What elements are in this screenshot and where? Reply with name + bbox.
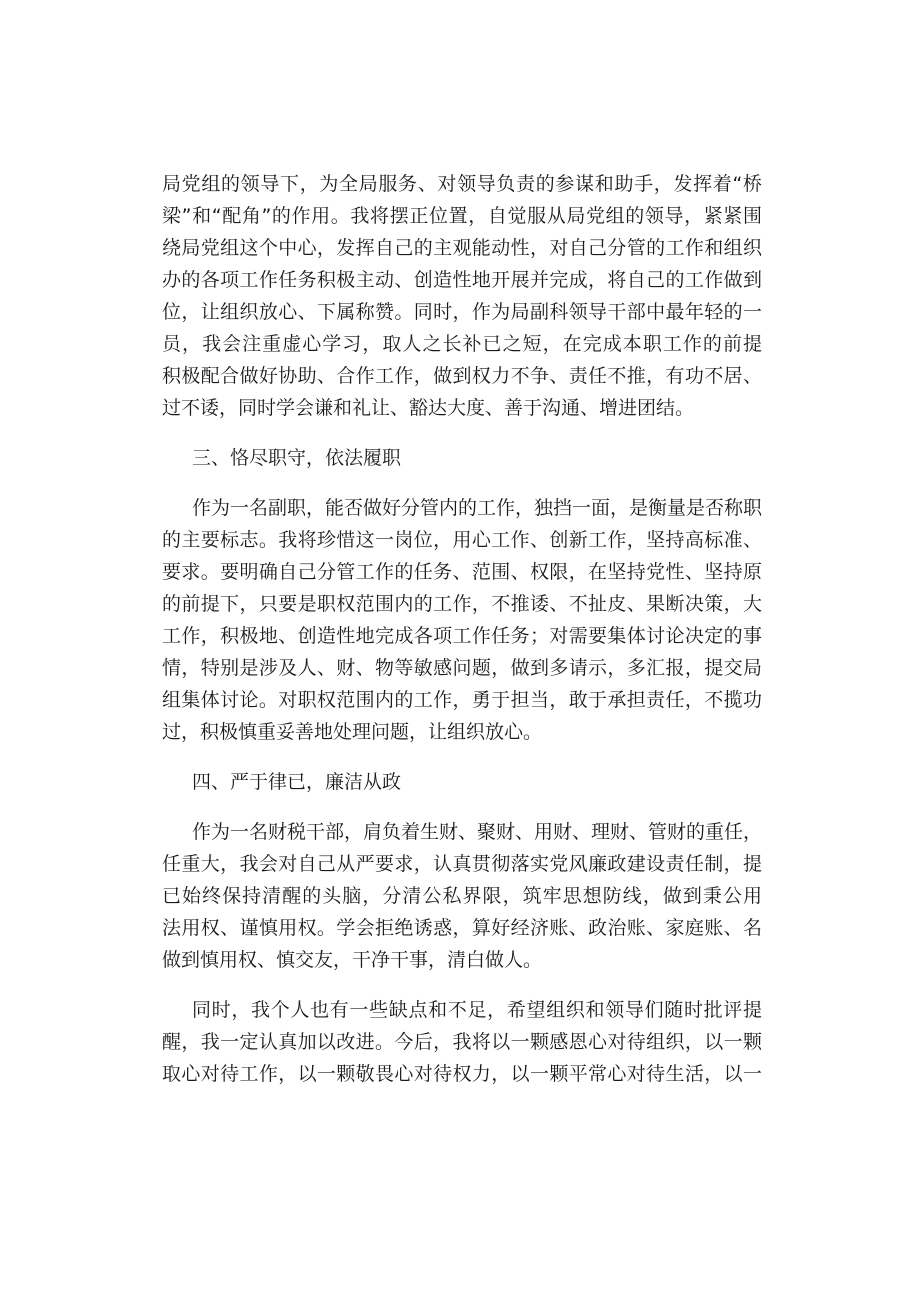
text-line: 法用权、谨慎用权。学会拒绝诱惑，算好经济账、政治账、家庭账、名 — [162, 917, 762, 939]
text-line: 作为一名财税干部，肩负着生财、聚财、用财、理财、管财的重任， — [192, 821, 762, 843]
text-line: 情，特别是涉及人、财、物等敏感问题，做到多请示，多汇报，提交局 — [162, 657, 762, 679]
text-line: 醒，我一定认真加以改进。今后，我将以一颗感恩心对待组织，以一颗 — [162, 1031, 762, 1053]
heading-text: 三、恪尽职守，依法履职 — [192, 447, 402, 469]
text-line: 办的各项工作任务积极主动、创造性地开展并完成，将自己的工作做到 — [162, 269, 762, 291]
heading-text: 四、严于律已，廉洁从政 — [192, 771, 402, 793]
text-line: 要求。要明确自己分管工作的任务、范围、权限，在坚持党性、坚持原 — [162, 561, 762, 583]
text-line: 做到慎用权、慎交友，干净干事，清白做人。 — [162, 949, 543, 971]
text-line: 取心对待工作，以一颗敬畏心对待权力，以一颗平常心对待生活，以一 — [162, 1063, 762, 1085]
paragraph-due-diligence — [162, 492, 762, 748]
text-line: 组集体讨论。对职权范围内的工作，勇于担当，敢于承担责任，不揽功 — [162, 689, 762, 711]
section-heading-3 — [162, 442, 762, 474]
paragraph-duty-role — [162, 168, 762, 424]
text-line: 工作，积极地、创造性地完成各项工作任务；对需要集体讨论决定的事 — [162, 625, 762, 647]
text-line: 员，我会注重虚心学习，取人之长补已之短，在完成本职工作的前提 — [162, 333, 762, 355]
document-body — [162, 168, 762, 1090]
text-line: 作为一名副职，能否做好分管内的工作，独挡一面，是衡量是否称职 — [192, 497, 762, 519]
paragraph-closing — [162, 994, 762, 1090]
text-line: 绕局党组这个中心，发挥自己的主观能动性，对自己分管的工作和组织 — [162, 237, 762, 259]
text-line: 过，积极慎重妥善地处理问题，让组织放心。 — [162, 721, 543, 743]
text-line: 同时，我个人也有一些缺点和不足，希望组织和领导们随时批评提 — [192, 999, 762, 1021]
section-heading-4 — [162, 766, 762, 798]
text-line: 的前提下，只要是职权范围内的工作，不推诿、不扯皮、果断决策，大 — [162, 593, 762, 615]
text-line: 局党组的领导下，为全局服务、对领导负责的参谋和助手，发挥着“桥 — [162, 173, 762, 195]
text-line: 已始终保持清醒的头脑，分清公私界限，筑牢思想防线，做到秉公用 — [162, 885, 762, 907]
text-line: 任重大，我会对自己从严要求，认真贯彻落实党风廉政建设责任制，提 — [162, 853, 762, 875]
text-line: 积极配合做好协助、合作工作，做到权力不争、责任不推，有功不居、 — [162, 365, 762, 387]
text-line: 的主要标志。我将珍惜这一岗位，用心工作、创新工作，坚持高标准、 — [162, 529, 762, 551]
text-line: 位，让组织放心、下属称赞。同时，作为局副科领导干部中最年轻的一 — [162, 301, 762, 323]
paragraph-self-discipline — [162, 816, 762, 976]
text-line: 梁”和“配角”的作用。我将摆正位置，自觉服从局党组的领导，紧紧围 — [162, 205, 762, 227]
text-line: 过不诿，同时学会谦和礼让、豁达大度、善于沟通、增进团结。 — [162, 397, 695, 419]
